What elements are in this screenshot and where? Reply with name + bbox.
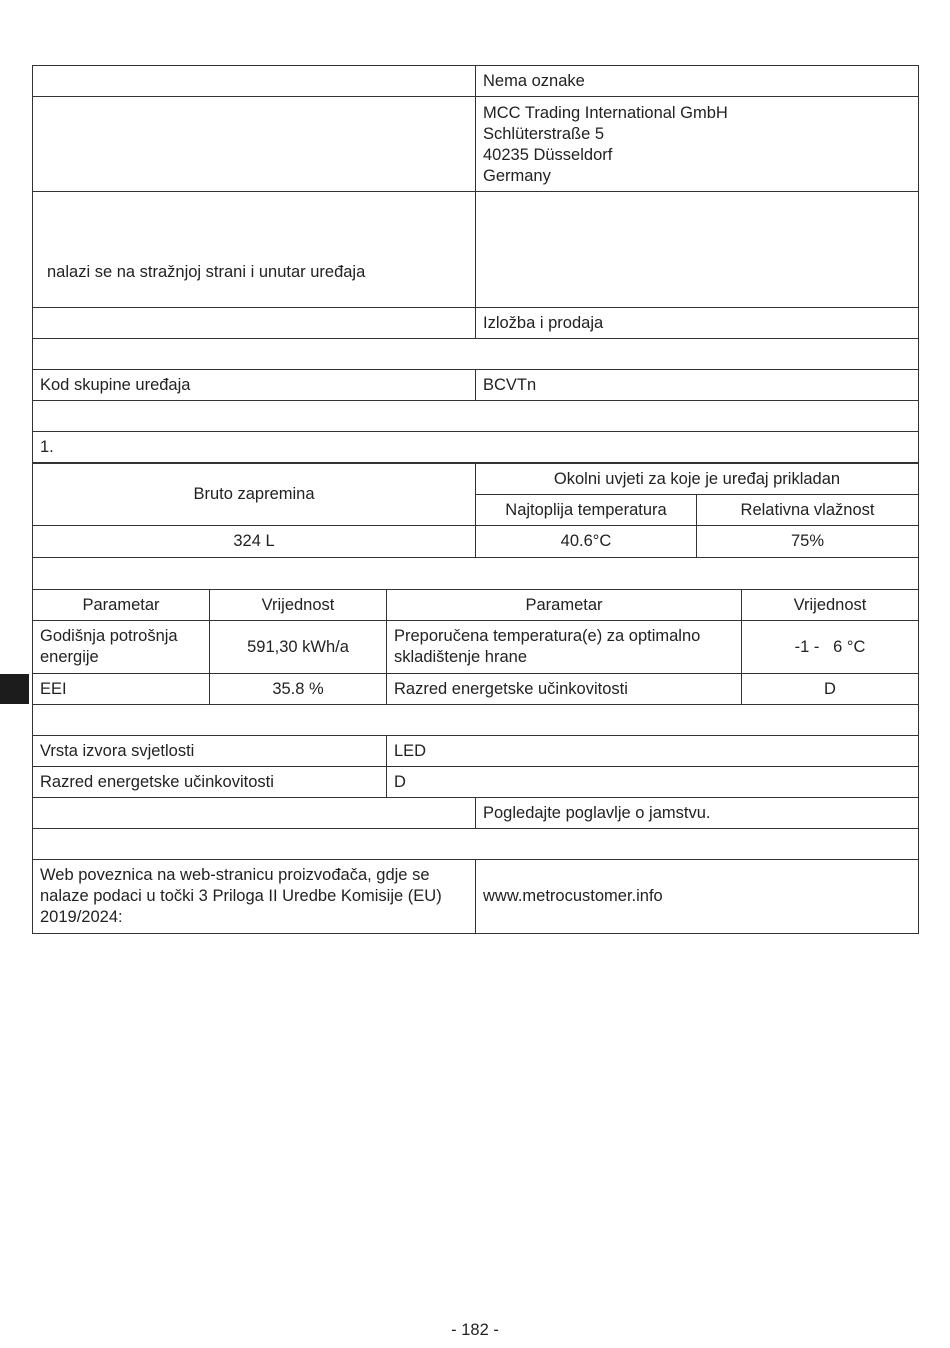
light-efficiency-class-label: Razred energetske učinkovitosti [33,767,387,798]
page-number: - 182 - [451,1321,499,1339]
label-location-cell [33,192,476,308]
section-header-blank [33,705,919,736]
light-source-type-value: LED [387,736,919,767]
light-source-type-label: Vrsta izvora svjetlosti [33,736,387,767]
humidity-label: Relativna vlažnost [697,495,919,526]
humidity-value: 75% [697,526,919,558]
table-row [33,464,919,495]
table-row [33,705,919,736]
side-tab-marker [0,674,29,704]
table-row [33,526,919,558]
gross-volume-value: 324 L [33,526,476,558]
table-row [33,558,919,590]
gross-volume-label: Bruto zapremina [33,464,476,526]
web-link-label: Web poveznica na web-stranicu proizvođača, gdje se nalaze podaci u točki 3 Priloga II Uredbe Komisije (EU) 2019/2024: [33,860,476,934]
supplier-label-cell [33,97,476,192]
group-code-value: BCVTn [476,370,919,401]
annual-energy-label: Godišnja potrošnja energije [33,621,210,674]
warmest-temp-value: 40.6°C [476,526,697,558]
section-header-blank [33,401,919,432]
table-row [33,590,919,621]
param-header: Parametar [387,590,742,621]
ambient-conditions-table [32,463,919,558]
annual-energy-value: 591,30 kWh/a [210,621,387,674]
table-row [33,308,919,339]
table-row [33,401,919,432]
table-row [33,767,919,798]
warmest-temp-label: Najtoplija temperatura [476,495,697,526]
table-row [33,674,919,705]
value-header: Vrijednost [210,590,387,621]
table-row [33,860,919,934]
empty-cell [476,192,919,308]
trademark-label-cell [33,66,476,97]
lighting-table [32,704,919,934]
energy-class-value: D [742,674,919,705]
section-header-blank [33,339,919,370]
eei-label: EEI [33,674,210,705]
value-header: Vrijednost [742,590,919,621]
param-header: Parametar [33,590,210,621]
general-info-table [32,65,919,463]
table-row [33,798,919,829]
section-header-blank [33,829,919,860]
trademark-value: Nema oznake [476,66,919,97]
light-efficiency-class-value: D [387,767,919,798]
web-link-value[interactable]: www.metrocustomer.info [476,860,919,934]
table-row [33,736,919,767]
warranty-value: Pogledajte poglavlje o jamstvu. [476,798,919,829]
parameters-table [32,557,919,705]
supplier-line: Germany [483,167,551,185]
section-number: 1. [33,432,919,463]
ambient-conditions-label: Okolni uvjeti za koje je uređaj prikladan [476,464,919,495]
table-row [33,192,919,308]
energy-class-label: Razred energetske učinkovitosti [387,674,742,705]
warranty-label-cell [33,798,476,829]
table-row [33,432,919,463]
use-value: Izložba i prodaja [476,308,919,339]
section-header-blank [33,558,919,590]
group-code-label: Kod skupine uređaja [33,370,476,401]
table-row [33,370,919,401]
table-row [33,66,919,97]
table-row [33,829,919,860]
label-location-text: nalazi se na stražnjoj strani i unutar uređaja [47,263,366,281]
recommended-temp-label: Preporučena temperatura(e) za optimalno skladištenje hrane [387,621,742,674]
supplier-line: MCC Trading International GmbH [483,104,728,122]
supplier-line: 40235 Düsseldorf [483,146,613,164]
table-row [33,621,919,674]
supplier-line: Schlüterstraße 5 [483,125,605,143]
recommended-temp-value: -1 - 6 °C [742,621,919,674]
eei-value: 35.8 % [210,674,387,705]
use-label-cell [33,308,476,339]
supplier-address [476,97,919,192]
table-row [33,339,919,370]
table-row [33,97,919,192]
